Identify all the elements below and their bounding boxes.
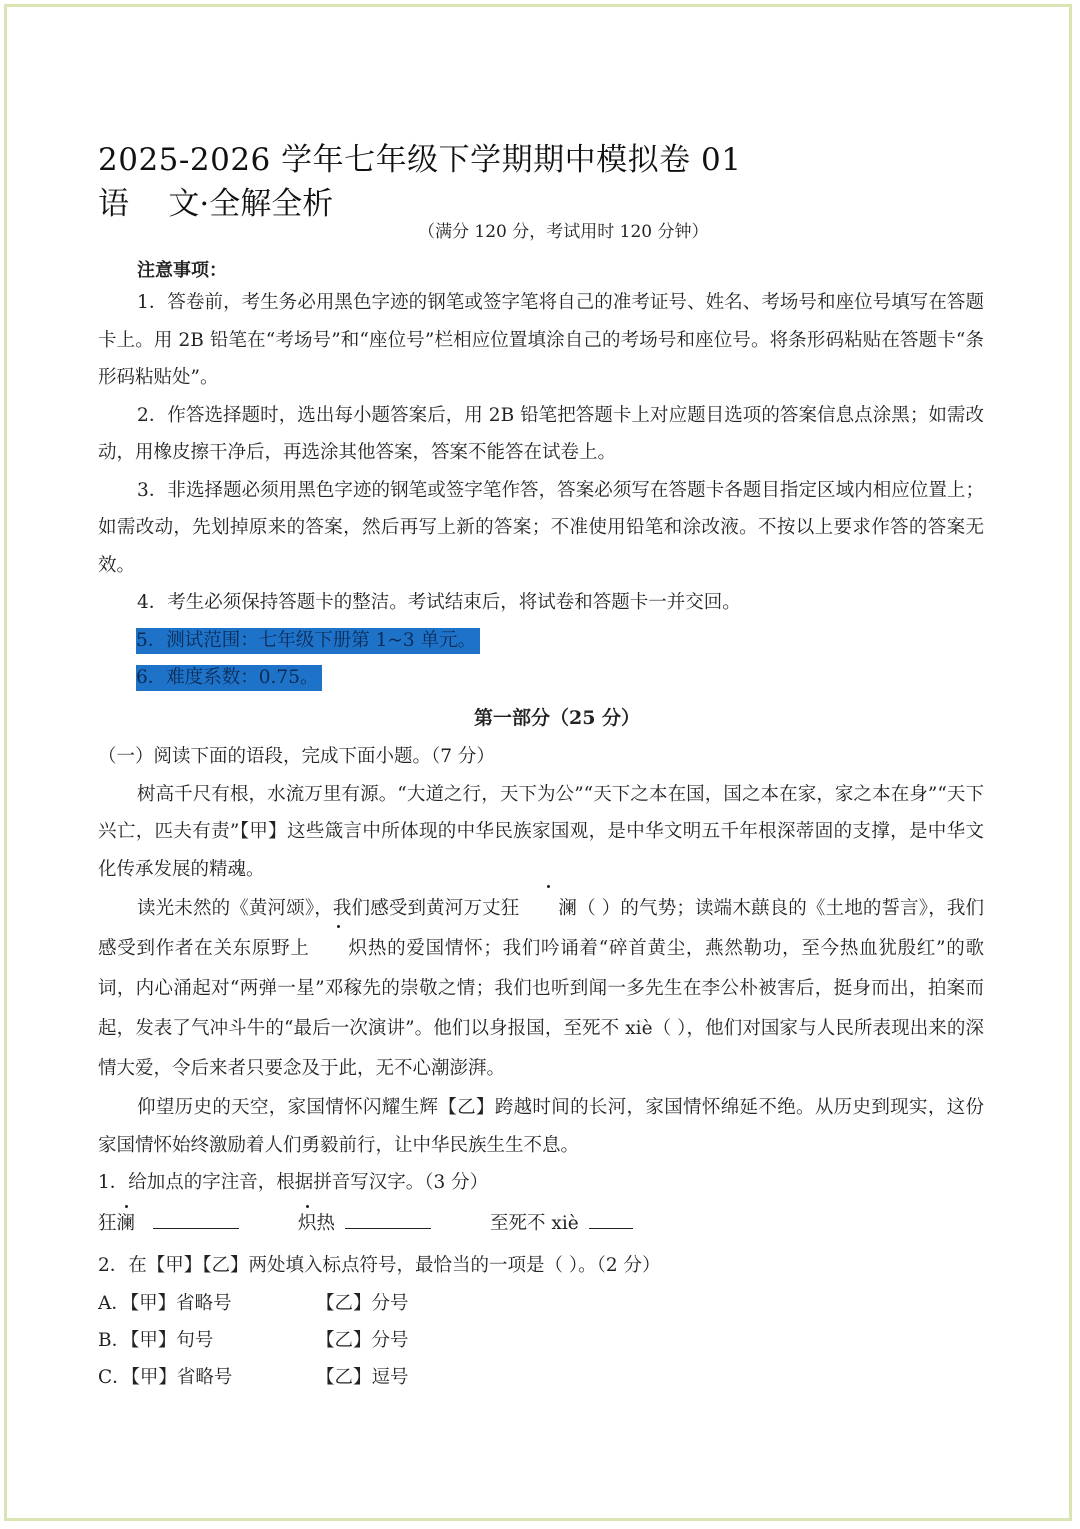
answer-blank[interactable]	[589, 1210, 633, 1229]
exam-subtitle: 语 文·全解全析	[98, 186, 334, 222]
dotted-char-lan: 澜	[519, 889, 577, 929]
q1-answer-lan: 狂澜	[98, 1209, 239, 1235]
notice-item-1: 1．答卷前，考生务必用黑色字迹的钢笔或签字笔将自己的准考证号、姓名、考场号和座位号填写在答题卡上。用 2B 铅笔在“考场号”和“座位号”栏相应位置填涂自己的考场号和座位号。将条形码粘贴在答题卡“条形码粘贴处”。	[98, 292, 984, 388]
score-time: （满分 120 分，考试用时 120 分钟）	[418, 222, 709, 242]
q1-answer-chi: 炽热	[298, 1209, 431, 1235]
option-b-second: 【乙】分号	[316, 1330, 409, 1351]
passage-p3: 仰望历史的天空，家国情怀闪耀生辉【乙】跨越时间的长河，家国情怀绵延不绝。从历史到现实，这份家国情怀始终激励着人们勇毅前行，让中华民族生生不息。	[98, 1097, 984, 1156]
question-2: 2．在【甲】【乙】两处填入标点符号，最恰当的一项是（ ）。（2 分）	[98, 1255, 661, 1276]
reading-passage	[98, 738, 984, 1202]
option-c-second: 【乙】逗号	[316, 1367, 409, 1388]
passage-p1: 树高千尺有根，水流万里有源。“大道之行，天下为公”“天下之本在国，国之本在家，家之本在身”“天下兴亡，匹夫有责”【甲】这些箴言中所体现的中华民族家国观，是中华文明五千年根深蒂固的支撑，是中华文化传承发展的精魂。	[98, 783, 984, 880]
notice-list	[98, 284, 984, 697]
notice-heading: 注意事项：	[137, 260, 227, 281]
option-a-second: 【乙】分号	[316, 1293, 409, 1314]
option-b[interactable]: B．【甲】句号	[98, 1330, 214, 1351]
notice-item-3: 3．非选择题必须用黑色字迹的钢笔或签字笔作答，答案必须写在答题卡各题目指定区域内相应位置上；如需改动，先划掉原来的答案，然后再写上新的答案；不准使用铅笔和涂改液。不按以上要求作答的答案无效。	[98, 479, 984, 576]
answer-blank[interactable]	[345, 1210, 431, 1229]
exam-title: 2025-2026 学年七年级下学期期中模拟卷 01	[98, 142, 742, 178]
q1-answer-xie: 至死不 xiè	[490, 1209, 633, 1235]
part1-title: 第一部分（25 分）	[474, 707, 641, 729]
notice-item-4: 4．考生必须保持答题卡的整洁。考试结束后，将试卷和答题卡一并交回。	[137, 592, 741, 613]
option-a[interactable]: A．【甲】省略号	[98, 1293, 232, 1314]
notice-item-2: 2．作答选择题时，选出每小题答案后，用 2B 铅笔把答题卡上对应题目选项的答案信息点涂黑；如需改动，用橡皮擦干净后，再选涂其他答案，答案不能答在试卷上。	[98, 404, 984, 463]
option-c[interactable]: C．【甲】省略号	[98, 1367, 233, 1388]
dotted-char-chi: 炽	[310, 929, 368, 969]
notice-item-6: 6．难度系数：0.75。	[98, 659, 984, 697]
answer-blank[interactable]	[153, 1210, 239, 1229]
notice-item-5: 5．测试范围：七年级下册第 1~3 单元。	[98, 622, 984, 660]
passage-p2: 读光未然的《黄河颂》，我们感受到黄河万丈狂 澜（ ）的气势；读端木蕻良的《土地的誓言》，我们感受到作者在关东原野上 炽热的爱国情怀；我们吟诵着“碎首黄尘，燕然勒功，至今热血犹殷红”的歌词，内心涌起对“两弹一星”邓稼先的崇敬之情；我们也听到闻一多先生在李公朴被害后，挺身而出，拍案而起，发表了气冲斗牛的“最后一次演讲”。他们以身报国，至死不 xiè（ ），他们对国家与人民所表现出来的深情大爱，令后来者只要念及于此，无不心潮澎湃。	[98, 889, 984, 1089]
reading-intro: （一）阅读下面的语段，完成下面小题。（7 分）	[98, 746, 495, 767]
question-1: 1．给加点的字注音，根据拼音写汉字。（3 分）	[98, 1172, 489, 1193]
